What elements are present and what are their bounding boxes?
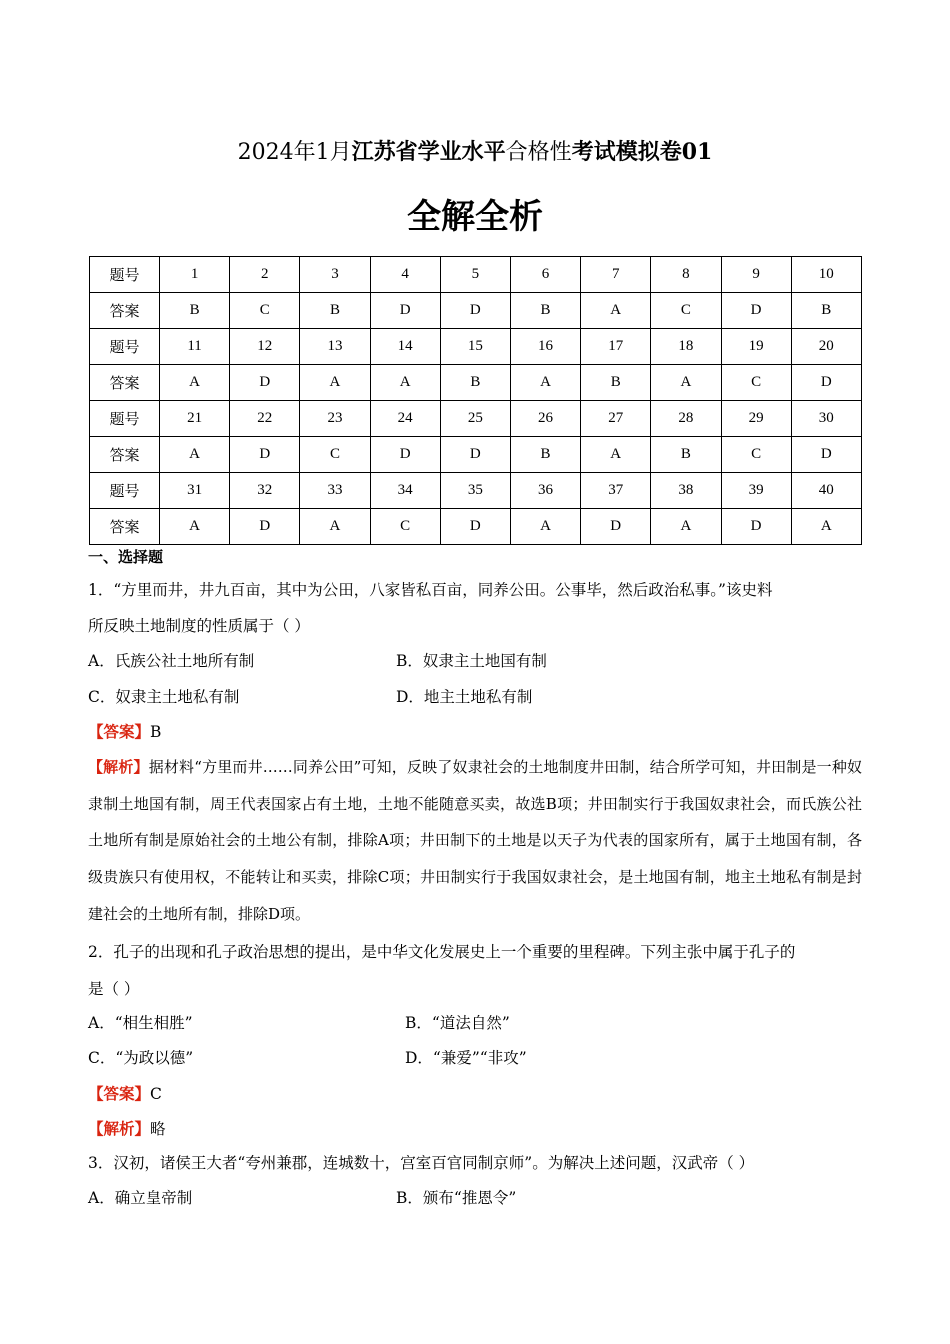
answer-tag: 【答案】	[88, 1085, 151, 1103]
table-cell: D	[791, 365, 861, 401]
table-cell: A	[160, 437, 230, 473]
q1-answer	[88, 720, 161, 744]
q2-stem-line2: 是（ ）	[88, 980, 140, 998]
table-cell: 23	[300, 401, 370, 437]
table-cell: A	[300, 509, 370, 545]
table-cell: B	[510, 293, 580, 329]
table-cell: A	[791, 509, 861, 545]
answer-tag: 【答案】	[88, 723, 151, 741]
row-header-cell: 答案	[90, 437, 160, 473]
table-cell: 30	[791, 401, 861, 437]
q2-analysis-text: 略	[150, 1120, 166, 1138]
table-cell: A	[581, 293, 651, 329]
table-cell: D	[440, 437, 510, 473]
table-cell: 9	[721, 257, 791, 293]
table-row	[90, 293, 862, 329]
table-cell: 35	[440, 473, 510, 509]
table-cell: B	[791, 293, 861, 329]
table-cell: 31	[160, 473, 230, 509]
analysis-tag: 【解析】	[88, 1120, 151, 1138]
table-cell: C	[721, 365, 791, 401]
table-cell: 10	[791, 257, 861, 293]
q2-answer-value: C	[150, 1085, 162, 1103]
table-cell: B	[440, 365, 510, 401]
table-cell: 5	[440, 257, 510, 293]
q1-analysis	[88, 749, 862, 933]
row-header-cell: 题号	[90, 329, 160, 365]
table-cell: 25	[440, 401, 510, 437]
table-cell: 28	[651, 401, 721, 437]
title-part-3: 合格性	[505, 140, 572, 165]
title-part-2: 江苏省学业水平	[351, 139, 506, 165]
table-cell: A	[160, 365, 230, 401]
table-cell: 12	[230, 329, 300, 365]
q1-option-c: C．奴隶主土地私有制	[88, 688, 240, 706]
q3-stem-line1: 3．汉初，诸侯王大者“夸州兼郡，连城数十，宫室百官同制京师”。为解决上述问题，汉武帝（ ）	[88, 1154, 755, 1172]
analysis-tag: 【解析】	[88, 758, 149, 776]
table-row	[90, 257, 862, 293]
q1-stem-line1: 1．“方里而井，井九百亩，其中为公田，八家皆私百亩，同养公田。公事毕，然后政治私事。”该史料	[88, 581, 773, 599]
table-cell: C	[370, 509, 440, 545]
table-cell: B	[651, 437, 721, 473]
table-cell: 6	[510, 257, 580, 293]
title-part-4: 考试模拟	[571, 139, 660, 165]
table-cell: 34	[370, 473, 440, 509]
table-cell: D	[440, 293, 510, 329]
q2-option-c: C．“为政以德”	[88, 1049, 194, 1067]
table-cell: D	[370, 437, 440, 473]
row-header-cell: 答案	[90, 509, 160, 545]
table-cell: 3	[300, 257, 370, 293]
table-cell: D	[721, 509, 791, 545]
q2-answer	[88, 1082, 162, 1106]
table-cell: A	[510, 365, 580, 401]
table-cell: 19	[721, 329, 791, 365]
q1-analysis-text: 据材料“方里而井……同养公田”可知，反映了奴隶社会的土地制度井田制，结合所学可知，井田制是一种奴隶制土地国有制，周王代表国家占有土地，土地不能随意买卖，故选B项；井田制实行于我国奴隶社会，而氏族公社土地所有制是原始社会的土地公有制，排除A项；井田制下的土地是以天子为代表的国家所有，属于土地国有制，各级贵族只有使用权，不能转让和买卖，排除C项；井田制实行于我国奴隶社会，是土地国有制，地主土地私有制是封建社会的土地所有制，排除D项。	[88, 758, 862, 923]
table-row	[90, 329, 862, 365]
table-row	[90, 401, 862, 437]
q1-stem-line2: 所反映土地制度的性质属于（ ）	[88, 617, 310, 635]
row-header-cell: 答案	[90, 365, 160, 401]
table-cell: 40	[791, 473, 861, 509]
table-cell: D	[581, 509, 651, 545]
table-cell: 20	[791, 329, 861, 365]
table-cell: 1	[160, 257, 230, 293]
table-cell: 38	[651, 473, 721, 509]
section-title: 一、选择题	[88, 548, 164, 566]
table-cell: A	[300, 365, 370, 401]
page-title	[0, 137, 950, 168]
table-cell: A	[510, 509, 580, 545]
table-cell: 4	[370, 257, 440, 293]
table-row	[90, 509, 862, 545]
table-cell: 18	[651, 329, 721, 365]
table-cell: C	[230, 293, 300, 329]
table-cell: B	[510, 437, 580, 473]
table-cell: A	[651, 365, 721, 401]
table-cell: A	[581, 437, 651, 473]
table-cell: B	[581, 365, 651, 401]
table-cell: D	[721, 293, 791, 329]
q2-stem-line1: 2．孔子的出现和孔子政治思想的提出，是中华文化发展史上一个重要的里程碑。下列主张中属于孔子的	[88, 943, 796, 961]
table-row	[90, 365, 862, 401]
table-cell: A	[160, 509, 230, 545]
q1-option-a: A．氏族公社土地所有制	[88, 652, 255, 670]
table-cell: 16	[510, 329, 580, 365]
table-cell: 33	[300, 473, 370, 509]
table-cell: D	[370, 293, 440, 329]
table-row	[90, 473, 862, 509]
table-cell: B	[160, 293, 230, 329]
q2-option-a: A．“相生相胜”	[88, 1014, 193, 1032]
row-header-cell: 题号	[90, 473, 160, 509]
table-cell: 14	[370, 329, 440, 365]
table-cell: B	[300, 293, 370, 329]
table-cell: 8	[651, 257, 721, 293]
table-cell: D	[230, 509, 300, 545]
table-cell: 36	[510, 473, 580, 509]
q3-option-b: B．颁布“推恩令”	[396, 1189, 517, 1207]
table-cell: D	[791, 437, 861, 473]
table-cell: 21	[160, 401, 230, 437]
table-cell: C	[651, 293, 721, 329]
answer-table	[89, 256, 862, 545]
q1-answer-value: B	[150, 723, 162, 741]
title-part-1: 2024年1月	[237, 140, 352, 165]
table-cell: 17	[581, 329, 651, 365]
q1-option-d: D．地主土地私有制	[396, 688, 533, 706]
table-cell: 27	[581, 401, 651, 437]
table-cell: 7	[581, 257, 651, 293]
table-cell: D	[230, 365, 300, 401]
table-cell: D	[230, 437, 300, 473]
title-part-5: 卷01	[659, 139, 713, 165]
row-header-cell: 答案	[90, 293, 160, 329]
table-cell: A	[651, 509, 721, 545]
table-cell: C	[721, 437, 791, 473]
table-cell: 39	[721, 473, 791, 509]
row-header-cell: 题号	[90, 401, 160, 437]
table-cell: 26	[510, 401, 580, 437]
table-cell: 11	[160, 329, 230, 365]
q2-option-b: B．“道法自然”	[405, 1014, 510, 1032]
table-row	[90, 437, 862, 473]
table-cell: 15	[440, 329, 510, 365]
q2-analysis	[88, 1117, 166, 1141]
table-cell: D	[440, 509, 510, 545]
table-cell: 2	[230, 257, 300, 293]
table-cell: A	[370, 365, 440, 401]
table-cell: 37	[581, 473, 651, 509]
table-cell: 13	[300, 329, 370, 365]
q1-option-b: B．奴隶主土地国有制	[396, 652, 547, 670]
table-cell: C	[300, 437, 370, 473]
row-header-cell: 题号	[90, 257, 160, 293]
q3-option-a: A．确立皇帝制	[88, 1189, 193, 1207]
page-subtitle: 全解全析	[407, 197, 543, 237]
table-cell: 22	[230, 401, 300, 437]
table-cell: 32	[230, 473, 300, 509]
table-cell: 29	[721, 401, 791, 437]
q2-option-d: D．“兼爱”“非攻”	[405, 1049, 527, 1067]
table-cell: 24	[370, 401, 440, 437]
